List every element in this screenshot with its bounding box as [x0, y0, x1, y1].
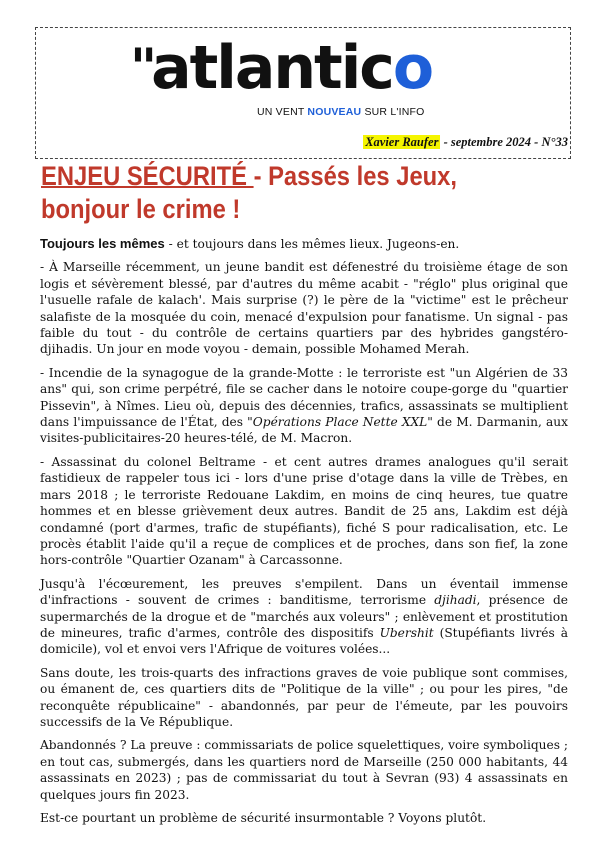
- intro-paragraph: [40, 236, 568, 252]
- p4-text-b: , présence de supermarchés de la drogue et de "marchés aux voleurs" ; enlèvement et prostitution de mineures, trafic d'armes, contrôle des dispositifs: [40, 593, 568, 640]
- p4-emphasis-ubershit: Ubershit: [379, 625, 434, 640]
- title-kicker: ENJEU SÉCURITÉ: [41, 161, 254, 191]
- logo-text-o: o: [392, 33, 433, 103]
- tagline-strong: NOUVEAU: [307, 106, 362, 118]
- tagline-after: SUR L'INFO: [361, 106, 425, 118]
- p2-emphasis: Opérations Place Nette XXL: [252, 415, 428, 430]
- paragraph-politique-ville: Sans doute, les trois-quarts des infractions graves de voie publique sont commises, ou émanent de, ces quartiers dits de "Politique de la ville" ; ou pour les pires, "de reconquête républicaine" - abandonnés, par peur de l'émeute, par les pouvoirs successifs de la Ve République.: [40, 665, 568, 729]
- intro-lead: Toujours les mêmes: [40, 236, 165, 251]
- author-name: Xavier Raufer: [365, 135, 439, 149]
- paragraph-conclusion: Est-ce pourtant un problème de sécurité insurmontable ? Voyons plutôt.: [40, 811, 487, 825]
- tagline: [257, 106, 457, 118]
- title-main: - Passés les Jeux, bonjour le crime !: [41, 161, 458, 224]
- p4-text-c: (Stupéfiants livrés à domicile), vol et envoi vers l'Afrique de voitures volées...: [40, 625, 569, 657]
- paragraph-abandonnes: Abandonnés ? La preuve : commissariats de police squelettiques, voire symboliques ; en tout cas, submergés, dans les quartiers nord de Marseille (250 000 habitants, 44 assassinats en 2023) ; pas de commissariat du tout à Sevran (93) 4 assassinats en quelques jours fin 2023.: [40, 738, 568, 802]
- paragraph-marseille: - À Marseille récemment, un jeune bandit est défenestré du troisième étage de son logis et sévèrement blessé, par d'autres du même acabit - "réglo" plus original que l'usuelle rafale de kalach'. Mais surprise (?) le père de la "victime" est le prêcheur salafiste de la mosquée du coin, menacé d'expulsion pour fanatisme. Un signal - pas faible du tout - du contrôle de certains quartiers par des hybrides gangstéro-djihadis. Un jour en mode voyou - demain, possible Mohamed Merah.: [40, 260, 568, 357]
- atlantico-logo[interactable]: [130, 33, 433, 103]
- logo-text-c: c: [359, 33, 393, 103]
- paragraph-evidence: [40, 576, 568, 658]
- paragraph-beltrame: - Assassinat du colonel Beltrame - et cent autres drames analogues qu'il serait fastidieux de rappeler tous ici - lors d'une prise d'otage dans la ville de Trèbes, en mars 2018 ; le terroriste Redouane Lakdim, en moins de cinq heures, tue quatre hommes et en blesse grièvement deux autres. Bandit de 25 ans, Lakdim est déjà condamné (port d'armes, trafic de stupéfiants), fiché S pour radicalisation, etc. Le procès établit l'aide qu'il a reçue de complices et de proches, dans son fief, la zone hors-contrôle "Quartier Ozanam" à Carcassonne.: [40, 454, 568, 568]
- p2-text-b: " de M. Darmanin, aux visites-publicitaires-20 heures-télé, de M. Macron.: [40, 415, 568, 446]
- p2-text-a: - Incendie de la synagogue de la grande-Motte : le terroriste est "un Algérien de 33 ans" qui, son crime perpétré, file se cacher dans le notoire coupe-gorge du "quartier Pissevin", à Nîmes. Lieu où, depuis des décennies, trafics, assassinats se multiplient dans l'impuissance de l'État, des ": [40, 365, 568, 430]
- article-title: [41, 160, 499, 226]
- byline: [363, 135, 568, 150]
- logo-quote-mark: ": [130, 38, 152, 98]
- intro-rest: - et toujours dans les mêmes lieux. Jugeons-en.: [164, 237, 460, 251]
- logo-text: atlanti: [151, 33, 360, 103]
- tagline-before: UN VENT: [257, 106, 308, 118]
- issue-info: - septembre 2024 - N°33: [440, 135, 568, 149]
- p4-emphasis-djihadi: djihadi: [434, 593, 477, 608]
- paragraph-synagogue: [40, 365, 568, 447]
- article-body: [40, 236, 568, 833]
- p4-text-a: Jusqu'à l'écœurement, les preuves s'empilent. Dans un éventail immense d'infractions - souvent de crimes : banditisme, terrorisme: [40, 576, 568, 608]
